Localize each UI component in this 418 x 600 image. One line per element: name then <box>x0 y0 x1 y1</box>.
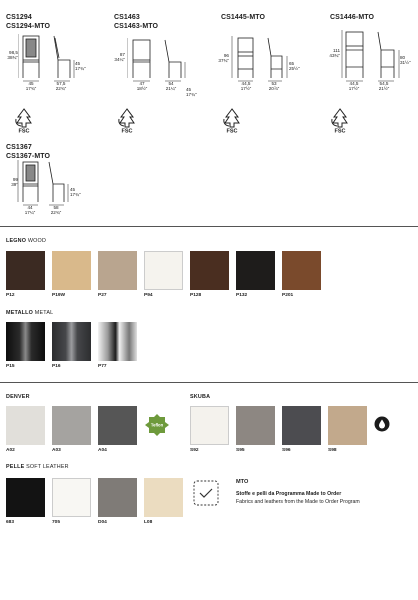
teflon-badge-icon <box>145 414 169 436</box>
depth-dimension: 53 20⅞" <box>268 81 280 92</box>
swatch-code: S98 <box>328 448 337 453</box>
section-subtitle: WOOD <box>27 238 47 244</box>
model-code: CS1367 CS1367-MTO <box>6 144 51 160</box>
swatch-code: P77 <box>98 364 107 369</box>
width-dimension: 47 18½" <box>136 81 148 92</box>
height-dimension: 96 37¾" <box>218 53 229 64</box>
swatch-code: P128 <box>190 293 202 298</box>
model-code: CS1294 CS1294-MTO <box>6 14 51 30</box>
section-divider <box>0 226 418 227</box>
section-title-skuba <box>190 394 210 401</box>
swatch-code: 705 <box>52 520 61 525</box>
section-title: DENVER <box>6 394 30 400</box>
width-dimension: 44 17¼" <box>24 205 36 216</box>
swatch-a02[interactable] <box>6 406 45 445</box>
height-dimension: 99 39" <box>11 177 18 188</box>
section-subtitle: SOFT LEATHER <box>26 464 69 470</box>
chair-drawing <box>18 30 76 82</box>
swatch-d04[interactable] <box>98 478 137 517</box>
seat-height-dimension: 45 17¾" <box>70 187 81 198</box>
section-title: PELLE <box>6 464 25 470</box>
section-title: METALLO <box>6 310 34 316</box>
depth-dimension: 54,5 21½" <box>378 81 390 92</box>
width-dimension: 45 17¾" <box>25 81 37 92</box>
fsc-logo <box>222 107 242 133</box>
model-code: CS1463 CS1463-MTO <box>114 14 159 30</box>
section-divider <box>0 382 418 383</box>
swatch-code: P15 <box>6 364 15 369</box>
fsc-label: FSC <box>18 128 30 133</box>
swatch-705[interactable] <box>52 478 91 517</box>
swatch-code: A02 <box>6 448 15 453</box>
swatch-l08[interactable] <box>144 478 183 517</box>
swatch-p16[interactable] <box>52 322 91 361</box>
swatch-code: P132 <box>236 293 248 298</box>
seat-height-dimension: 65 25½" <box>289 61 300 72</box>
fsc-label: FSC <box>226 128 238 133</box>
section-subtitle: METAL <box>34 310 54 316</box>
swatch-code: S92 <box>190 448 199 453</box>
fsc-logo <box>330 107 350 133</box>
swatch-p77[interactable] <box>98 322 137 361</box>
chair-drawing <box>340 30 402 82</box>
section-title: LEGNO <box>6 238 27 244</box>
section-title-pelle <box>6 464 69 471</box>
teflon-label: Teflon <box>150 422 164 428</box>
swatch-code: D04 <box>98 520 107 525</box>
swatch-p201[interactable] <box>282 251 321 290</box>
swatch-s98[interactable] <box>328 406 367 445</box>
swatch-p132[interactable] <box>236 251 275 290</box>
fsc-logo <box>14 107 34 133</box>
depth-dimension: 54 21¼" <box>165 81 177 92</box>
swatch-code: P12 <box>6 293 15 298</box>
model-code: CS1446-MTO <box>330 14 375 21</box>
swatch-683[interactable] <box>6 478 45 517</box>
swatch-code: A04 <box>98 448 107 453</box>
model-code: CS1445-MTO <box>221 14 266 21</box>
section-title-legno <box>6 238 46 245</box>
water-drop-icon <box>374 416 390 432</box>
swatch-code: P201 <box>282 293 294 298</box>
swatch-code: A03 <box>52 448 61 453</box>
swatch-p19w[interactable] <box>52 251 91 290</box>
mto-line-en: Fabrics and leathers from the Made to Order Program <box>236 499 360 505</box>
height-dimension: 98,5 38¾" <box>7 50 18 61</box>
height-dimension: 111 43¾" <box>329 48 340 59</box>
width-dimension: 44,5 17½" <box>240 81 252 92</box>
chair-drawing <box>230 36 290 82</box>
swatch-code: P16 <box>52 364 61 369</box>
swatch-code: P94 <box>144 293 153 298</box>
swatch-code: L08 <box>144 520 153 525</box>
chair-drawing <box>17 160 71 206</box>
swatch-p27[interactable] <box>98 251 137 290</box>
swatch-code: 683 <box>6 520 15 525</box>
mto-title: MTO <box>236 479 249 485</box>
swatch-p94[interactable] <box>144 251 183 290</box>
swatch-p128[interactable] <box>190 251 229 290</box>
section-title-metallo <box>6 310 53 317</box>
swatch-s92[interactable] <box>190 406 229 445</box>
seat-height-dimension: 45 17¾" <box>186 87 197 98</box>
seat-height-dimension: 45 17¾" <box>75 61 86 72</box>
section-title-denver <box>6 394 30 401</box>
mto-line-it: Stoffe e pelli da Programma Made to Order <box>236 491 342 497</box>
swatch-code: P19W <box>52 293 66 298</box>
fsc-label: FSC <box>334 128 346 133</box>
swatch-a04[interactable] <box>98 406 137 445</box>
depth-dimension: 57,5 22¾" <box>55 81 67 92</box>
swatch-s95[interactable] <box>236 406 275 445</box>
seat-height-dimension: 80 31½" <box>400 55 411 66</box>
height-dimension: 87 34¼" <box>114 52 125 63</box>
swatch-code: P27 <box>98 293 107 298</box>
depth-dimension: 58 22¾" <box>50 205 62 216</box>
fsc-label: FSC <box>121 128 133 133</box>
swatch-code: S96 <box>282 448 291 453</box>
chair-drawing <box>127 38 187 82</box>
section-title: SKUBA <box>190 394 211 400</box>
swatch-p15[interactable] <box>6 322 45 361</box>
swatch-a03[interactable] <box>52 406 91 445</box>
width-dimension: 44,5 17½" <box>348 81 360 92</box>
fsc-logo <box>117 107 137 133</box>
mto-icon <box>193 480 219 506</box>
swatch-p12[interactable] <box>6 251 45 290</box>
swatch-code: S95 <box>236 448 245 453</box>
swatch-s96[interactable] <box>282 406 321 445</box>
